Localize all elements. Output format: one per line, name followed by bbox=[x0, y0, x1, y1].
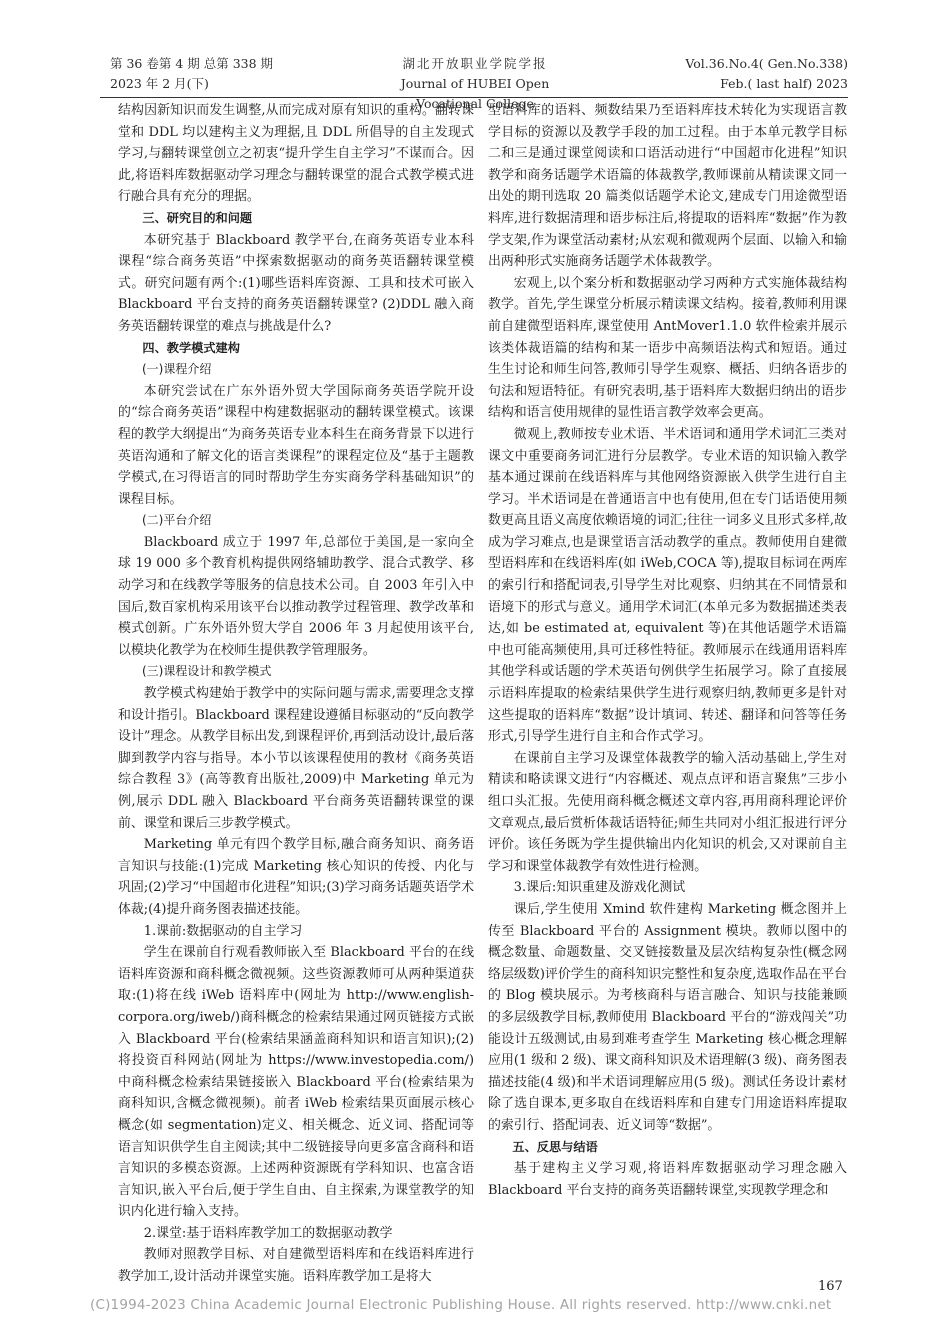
section-heading: 五、反思与结语 bbox=[512, 1139, 598, 1154]
paragraph: Marketing 单元有四个教学目标,融合商务知识、商务语言知识与技能:(1)完成 Marketing 核心知识的传授、内化与巩固;(2)学习“中国超市化进程”知识;(3)学习商务话题英语学术体裁;(4)提升商务图表描述技能。 bbox=[118, 837, 474, 917]
issue-info-en bbox=[608, 54, 848, 94]
paragraph: Blackboard 成立于 1997 年,总部位于美国,是一家向全球 19 000 多个教育机构提供网络辅助教学、混合式教学、移动学习和在线教学等服务的信息技术公司。自 2003 年引入中国后,数百家机构采用该平台以推动教学过程管理、教学改革和模式创新。广东外语外贸大学自 2006 年 3 月起使用该平台,以模块化教学为在校师生提供教学管理服务。 bbox=[118, 534, 474, 658]
issue-date: 2023 年 2 月(下) bbox=[110, 76, 209, 91]
paragraph: 学生在课前自行观看教师嵌入至 Blackboard 平台的在线语料库资源和商科概念微视频。这些资源教师可从两种渠道获取:(1)将在线 iWeb 语料库中(网址为 http://www.english-corpora.org/iweb/)商科概念的检索结果通过网页链接方式嵌入 Blackboard 平台(检索结果涵盖商科知识和语言知识);(2)将投资百科网站(网址为 https://www.investopedia.com/)中商科概念检索结果链接嵌入 Blackboard 平台(检索结果为商科知识,含概念微视频)。前者 iWeb 检索结果页面展示核心概念(如 segmentation)定义、相关概念、近义词、搭配词等语言知识供学生自主阅读;其中二级链接导向更多富含商科和语言知识的多模态资源。上述两种资源既有学科知识、也富含语言知识,嵌入平台后,便于学生自由、自主探索,为课堂教学的知识内化进行输入支持。 bbox=[118, 945, 474, 1220]
journal-title-en: Journal of HUBEI Open Vocational College bbox=[400, 76, 550, 111]
journal-title-cn: 湖北开放职业学院学报 bbox=[402, 56, 548, 71]
issue-info bbox=[110, 54, 370, 94]
subsection-heading: (二)平台介绍 bbox=[142, 513, 212, 528]
paragraph: 1.课前:数据驱动的自主学习 bbox=[143, 923, 303, 939]
paragraph: 课后,学生使用 Xmind 软件建构 Marketing 概念图并上传至 Blackboard 平台的 Assignment 模块。教师以图中的概念数量、命题数量、交叉链接数量及层次结构复杂性(概念网络层级数)评价学生的商科知识完整性和复杂度,选取作品在平台的 Blog 模块展示。为考核商科与语言融合、知识与技能兼顾的多层级教学目标,教师使用 Blackboard 平台的“游戏闯关”功能设计五级测试,由易到难考查学生 Marketing 核心概念理解应用(1 级和 2 级)、课文商科知识及术语理解(3 级)、商务图表描述技能(4 级)和半术语词理解应用(5 级)。测试任务设计素材除了选自课本,更多取自在线语料库和自建专门用途语料库提取的索引行、搭配词表、近义词等“数据”。 bbox=[488, 901, 847, 1133]
page-number: 167 bbox=[818, 1279, 843, 1294]
running-header bbox=[100, 54, 848, 111]
volume-issue-en: Vol.36.No.4( Gen.No.338) bbox=[685, 56, 848, 71]
subsection-heading: (三)课程设计和教学模式 bbox=[142, 664, 272, 679]
subsection-heading: (一)课程介绍 bbox=[142, 362, 212, 377]
section-heading: 四、教学模式建构 bbox=[142, 340, 240, 355]
paragraph: 型语料库的语料、频数结果乃至语料库技术转化为实现语言教学目标的资源以及教学手段的加工过程。由于本单元教学目标二和三是通过课堂阅读和口语活动进行“中国超市化进程”知识教学和商务话题学术语篇的体裁教学,教师课前从精读课文同一出处的期刊选取 20 篇类似话题学术论文,建成专门用途微型语料库,进行数据清理和语步标注后,将提取的语料库“数据”作为教学支架,作为课堂活动素材;从宏观和微观两个层面、以输入和输出两种形式实施商务话题学术体裁教学。 bbox=[488, 103, 847, 270]
paragraph: 基于建构主义学习观,将语料库数据驱动学习理念融入 Blackboard 平台支持的商务英语翻转课堂,实现教学理念和 bbox=[488, 1161, 847, 1198]
paragraph: 3.课后:知识重建及游戏化测试 bbox=[513, 880, 686, 896]
volume-issue: 第 36 卷第 4 期 总第 338 期 bbox=[110, 56, 274, 71]
section-heading: 三、研究目的和问题 bbox=[142, 210, 253, 225]
right-column bbox=[488, 100, 847, 1201]
paragraph: 教师对照教学目标、对自建微型语料库和在线语料库进行教学加工,设计活动并课堂实施。语料库教学加工是将大 bbox=[118, 1247, 474, 1285]
left-column bbox=[118, 100, 474, 1288]
issue-date-en: Feb.( last half) 2023 bbox=[720, 76, 848, 91]
paragraph: 结构因新知识而发生调整,从而完成对原有知识的重构。翻转课堂和 DDL 均以建构主义为理据,且 DDL 所倡导的自主发现式学习,与翻转课堂创立之初衷“提升学生自主学习”不谋而合。因此,将语料库数据驱动学习理念与翻转课堂的混合式教学模式进行融合具有充分的理据。 bbox=[118, 103, 474, 205]
paragraph: 微观上,教师按专业术语、半术语词和通用学术词汇三类对课文中重要商务词汇进行分层教学。专业术语的知识输入教学基本通过课前在线语料库与其他网络资源嵌入供学生进行自主学习。半术语词是在普通语言中也有使用,但在专门话语使用频数更高且语义高度依赖语境的词汇;往往一词多义且形式多样,故成为学习难点,也是课堂语言活动教学的重点。教师使用自建微型语料库和在线语料库(如 iWeb,COCA 等),提取目标词在两库的索引行和搭配词表,引导学生对比观察、归纳其在不同情景和语境下的形式与意义。通用学术词汇(本单元多为数据描述类表达,如 be estimated at, equivalent 等)在其他话题学术语篇中也可能高频使用,具可迁移性特征。教师展示在线通用语料库其他学科或话题的学术英语句例供学生拓展学习。除了直接展示语料库提取的检索结果供学生进行观察归纳,教师更多是针对这些提取的语料库“数据”设计填词、转述、翻译和问答等任务形式,引导学生进行自主和合作式学习。 bbox=[488, 426, 847, 745]
paragraph: 在课前自主学习及课堂体裁教学的输入活动基础上,学生对精读和略读课文进行“内容概述、观点点评和语言聚焦”三步小组口头汇报。先使用商科概念概述文章内容,再用商科理论评价文章观点,最后赏析体裁话语特征;师生共同对小组汇报进行评分评价。该任务既为学生提供输出内化知识的机会,又对课前自主学习和课堂体裁教学有效性进行检测。 bbox=[488, 750, 847, 874]
paragraph: 宏观上,以个案分析和数据驱动学习两种方式实施体裁结构教学。首先,学生课堂分析展示精读课文结构。接着,教师利用课前自建微型语料库,课堂使用 AntMover1.1.0 软件检索并展示该类体裁语篇的结构和某一语步中高频语法构式和短语。通过生生讨论和师生问答,教师引导学生观察、概括、归纳各语步的句法和短语特征。有研究表明,基于语料库大数据归纳出的语步结构和语言使用规律的显性语言教学效率会更高。 bbox=[488, 275, 847, 421]
paragraph: 本研究尝试在广东外语外贸大学国际商务英语学院开设的“综合商务英语”课程中构建数据驱动的翻转课堂模式。该课程的教学大纲提出“为商务英语专业本科生在商务背景下以进行英语沟通和了解文化的语言类课程”的课程定位及“基于主题教学模式,在习得语言的同时帮助学生夯实商务学科基础知识”的课程目标。 bbox=[118, 383, 474, 507]
paragraph: 本研究基于 Blackboard 教学平台,在商务英语专业本科课程“综合商务英语”中探索数据驱动的商务英语翻转课堂模式。研究问题有两个:(1)哪些语料库资源、工具和技术可嵌入 Blackboard 平台支持的商务英语翻转课堂? (2)DDL 融入商务英语翻转课堂的难点与挑战是什么? bbox=[118, 232, 474, 334]
paragraph: 教学模式构建始于教学中的实际问题与需求,需要理念支撑和设计指引。Blackboard 课程建设遵循目标驱动的“反向教学设计”理念。从教学目标出发,到课程评价,再到活动设计,最后落脚到教学内容与指导。本小节以该课程使用的教材《商务英语综合教程 3》(高等教育出版社,2009)中 Marketing 单元为例,展示 DDL 融入 Blackboard 平台商务英语翻转课堂的课前、课堂和课后三步教学模式。 bbox=[118, 686, 474, 831]
copyright-footer: (C)1994-2023 China Academic Journal Electronic Publishing House. All rights reserved. http://www.cnki.net bbox=[90, 1297, 832, 1313]
header-rule bbox=[100, 97, 848, 98]
paragraph: 2.课堂:基于语料库教学加工的数据驱动教学 bbox=[143, 1225, 393, 1241]
